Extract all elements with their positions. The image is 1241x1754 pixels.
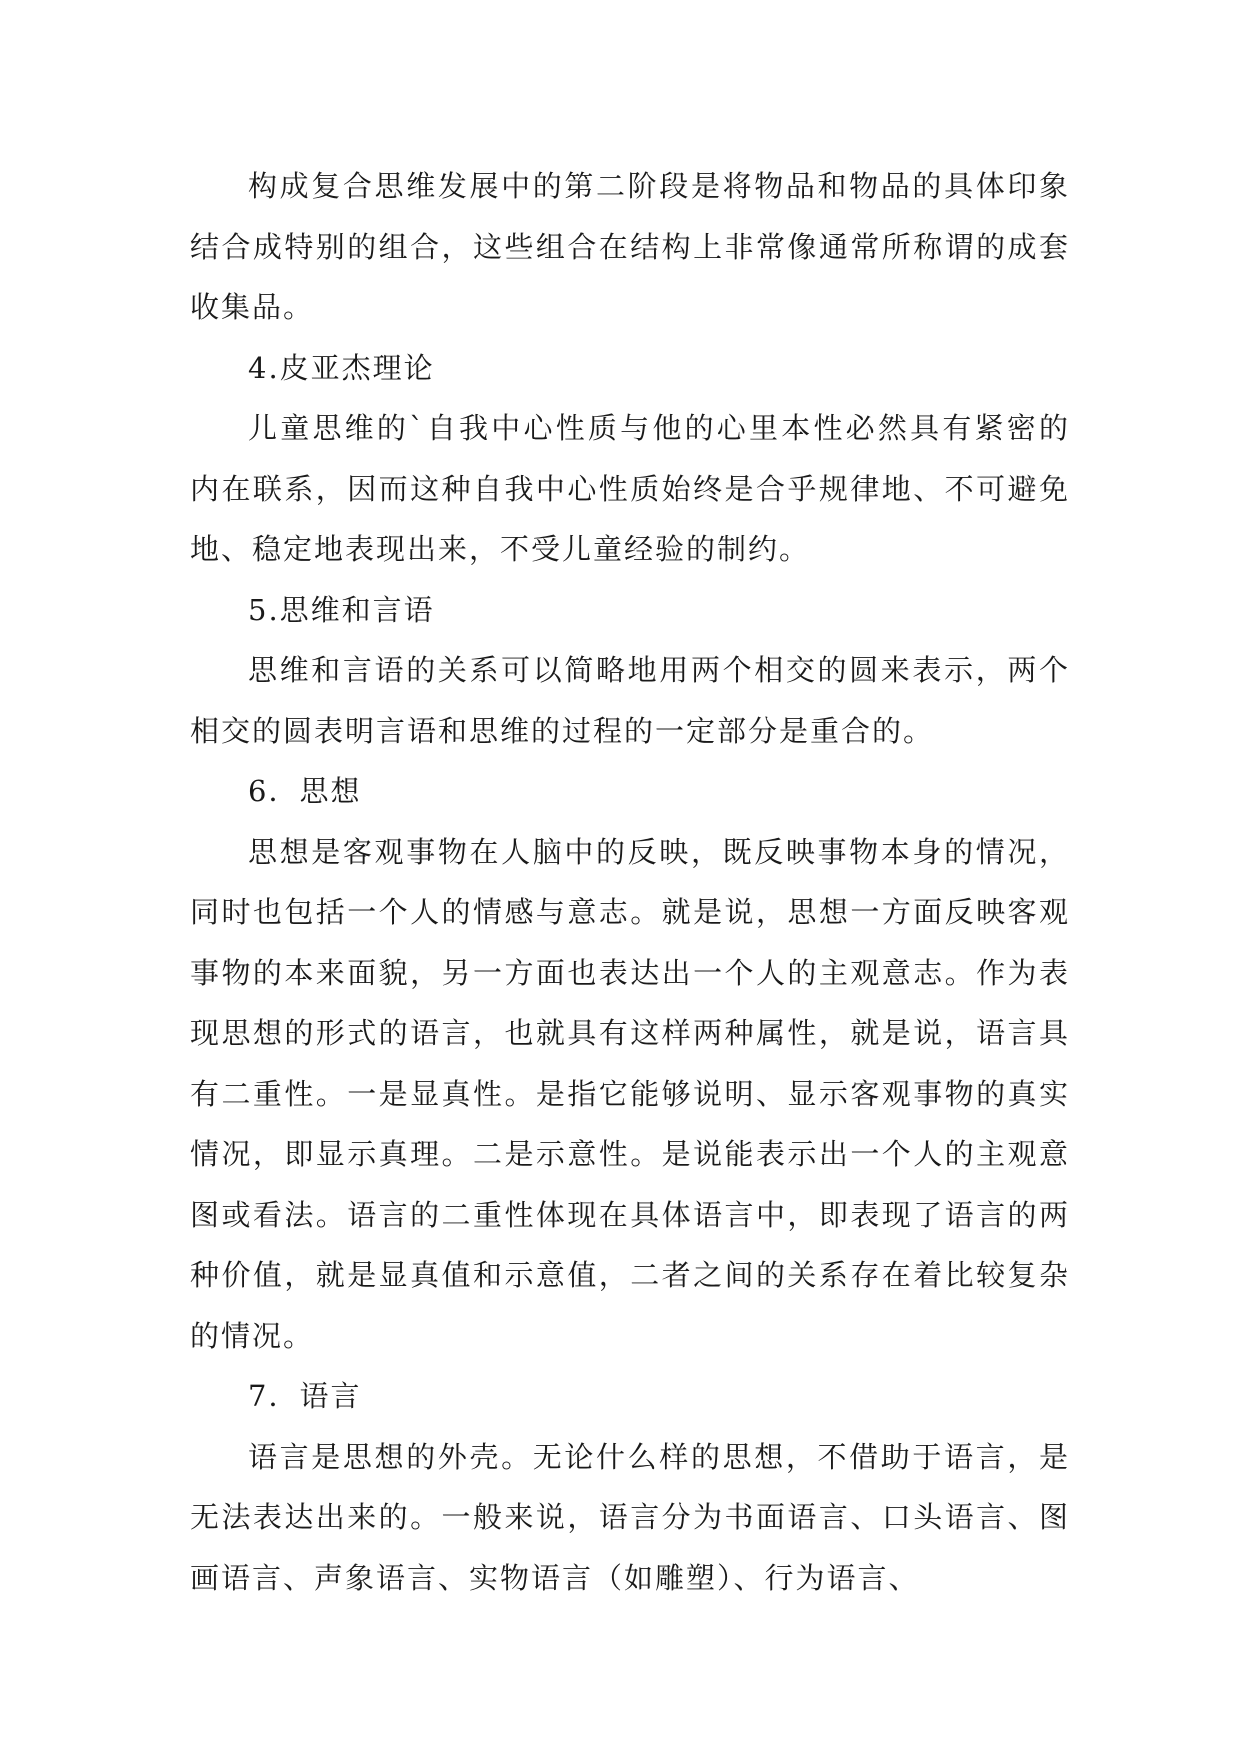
section-heading-thought: 6．思想 bbox=[248, 774, 362, 808]
paragraph-egocentric-thinking: 儿童思维的`自我中心性质与他的心里本性必然具有紧密的内在联系，因而这种自我中心性质始终是合乎规律地、不可避免地、稳定地表现出来，不受儿童经验的制约。 bbox=[190, 411, 1070, 566]
section-heading-thinking-and-speech: 5.思维和言语 bbox=[248, 592, 435, 627]
document-body bbox=[190, 156, 1070, 1608]
section-heading-piaget-theory: 4.皮亚杰理论 bbox=[248, 350, 435, 385]
paragraph-thought-duality: 思想是客观事物在人脑中的反映，既反映事物本身的情况，同时也包括一个人的情感与意志。就是说，思想一方面反映客观事物的本来面貌，另一方面也表达出一个人的主观意志。作为表现思想的形式的语言，也就具有这样两种属性，就是说，语言具有二重性。一是显真性。是指它能够说明、显示客观事物的真实情况，即显示真理。二是示意性。是说能表示出一个人的主观意图或看法。语言的二重性体现在具体语言中，即表现了语言的两种价值，就是显真值和示意值，二者之间的关系存在着比较复杂的情况。 bbox=[190, 834, 1070, 1353]
paragraph-intersecting-circles: 思维和言语的关系可以简略地用两个相交的圆来表示，两个相交的圆表明言语和思维的过程的一定部分是重合的。 bbox=[190, 653, 1070, 748]
paragraph-complex-thinking-stage: 构成复合思维发展中的第二阶段是将物品和物品的具体印象结合成特别的组合，这些组合在结构上非常像通常所称谓的成套收集品。 bbox=[190, 169, 1070, 324]
paragraph-language-types: 语言是思想的外壳。无论什么样的思想，不借助于语言，是无法表达出来的。一般来说，语言分为书面语言、口头语言、图画语言、声象语言、实物语言（如雕塑）、行为语言、 bbox=[190, 1439, 1070, 1595]
section-heading-language: 7．语言 bbox=[248, 1379, 362, 1413]
